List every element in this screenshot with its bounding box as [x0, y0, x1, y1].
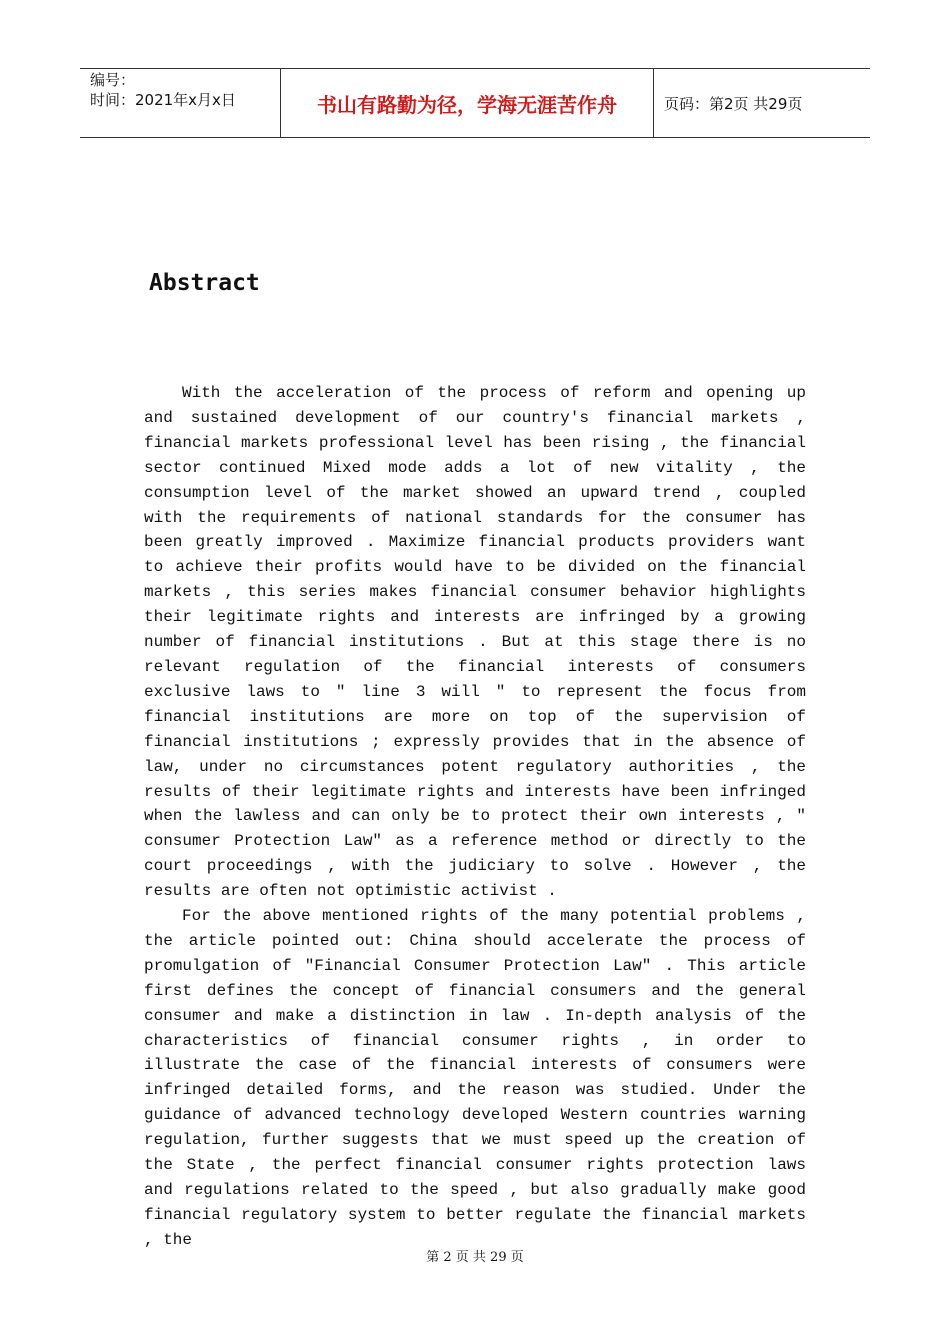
date-label: 时间：2021年x月x日: [90, 91, 236, 109]
page-footer: 第 2 页 共 29 页: [426, 1250, 524, 1265]
header-motto: 书山有路勤为径，学海无涯苦作舟: [281, 69, 654, 137]
document-body: [144, 381, 806, 1253]
header-page-info: 页码：第2页 共29页: [664, 94, 803, 113]
number-label: 编号：: [90, 71, 136, 89]
page-header: [80, 68, 870, 138]
paragraph: With the acceleration of the process of reform and opening up and sustained development of our country's financial markets , financial markets professional level has been rising , the financial sector continued Mixed mode adds a lot of new vitality , the consumption level of the market showed an upward trend , coupled with the requirements of national standards for the consumer has been greatly improved . Maximize financial products providers want to achieve their profits would have to be divided on the financial markets , this series makes financial consumer behavior highlights their legitimate rights and interests are infringed by a growing number of financial institutions . But at this stage there is no relevant regulation of the financial interests of consumers exclusive laws to " line 3 will " to represent the focus from financial institutions are more on top of the supervision of financial institutions ; expressly provides that in the absence of law, under no circumstances potent regulatory authorities , the results of their legitimate rights and interests have been infringed when the lawless and can only be to protect their own interests , " consumer Protection Law" as a reference method or directly to the court proceedings , with the judiciary to solve . However , the results are often not optimistic activist .: [144, 384, 806, 901]
document-title: Abstract: [149, 270, 260, 296]
paragraph: For the above mentioned rights of the many potential problems , the article pointed out: China should accelerate the process of promulgation of "Financial Consumer Protection Law" . This article first defines the concept of financial consumers and the general consumer and make a distinction in law . In-depth analysis of the characteristics of financial consumer rights , in order to illustrate the case of the financial interests of consumers were infringed detailed forms, and the reason was studied. Under the guidance of advanced technology developed Western countries warning regulation, further suggests that we must speed up the creation of the State , the perfect financial consumer rights protection laws and regulations related to the speed , but also gradually make good financial regulatory system to better regulate the financial markets , the: [144, 907, 806, 1249]
header-meta: [80, 69, 281, 137]
